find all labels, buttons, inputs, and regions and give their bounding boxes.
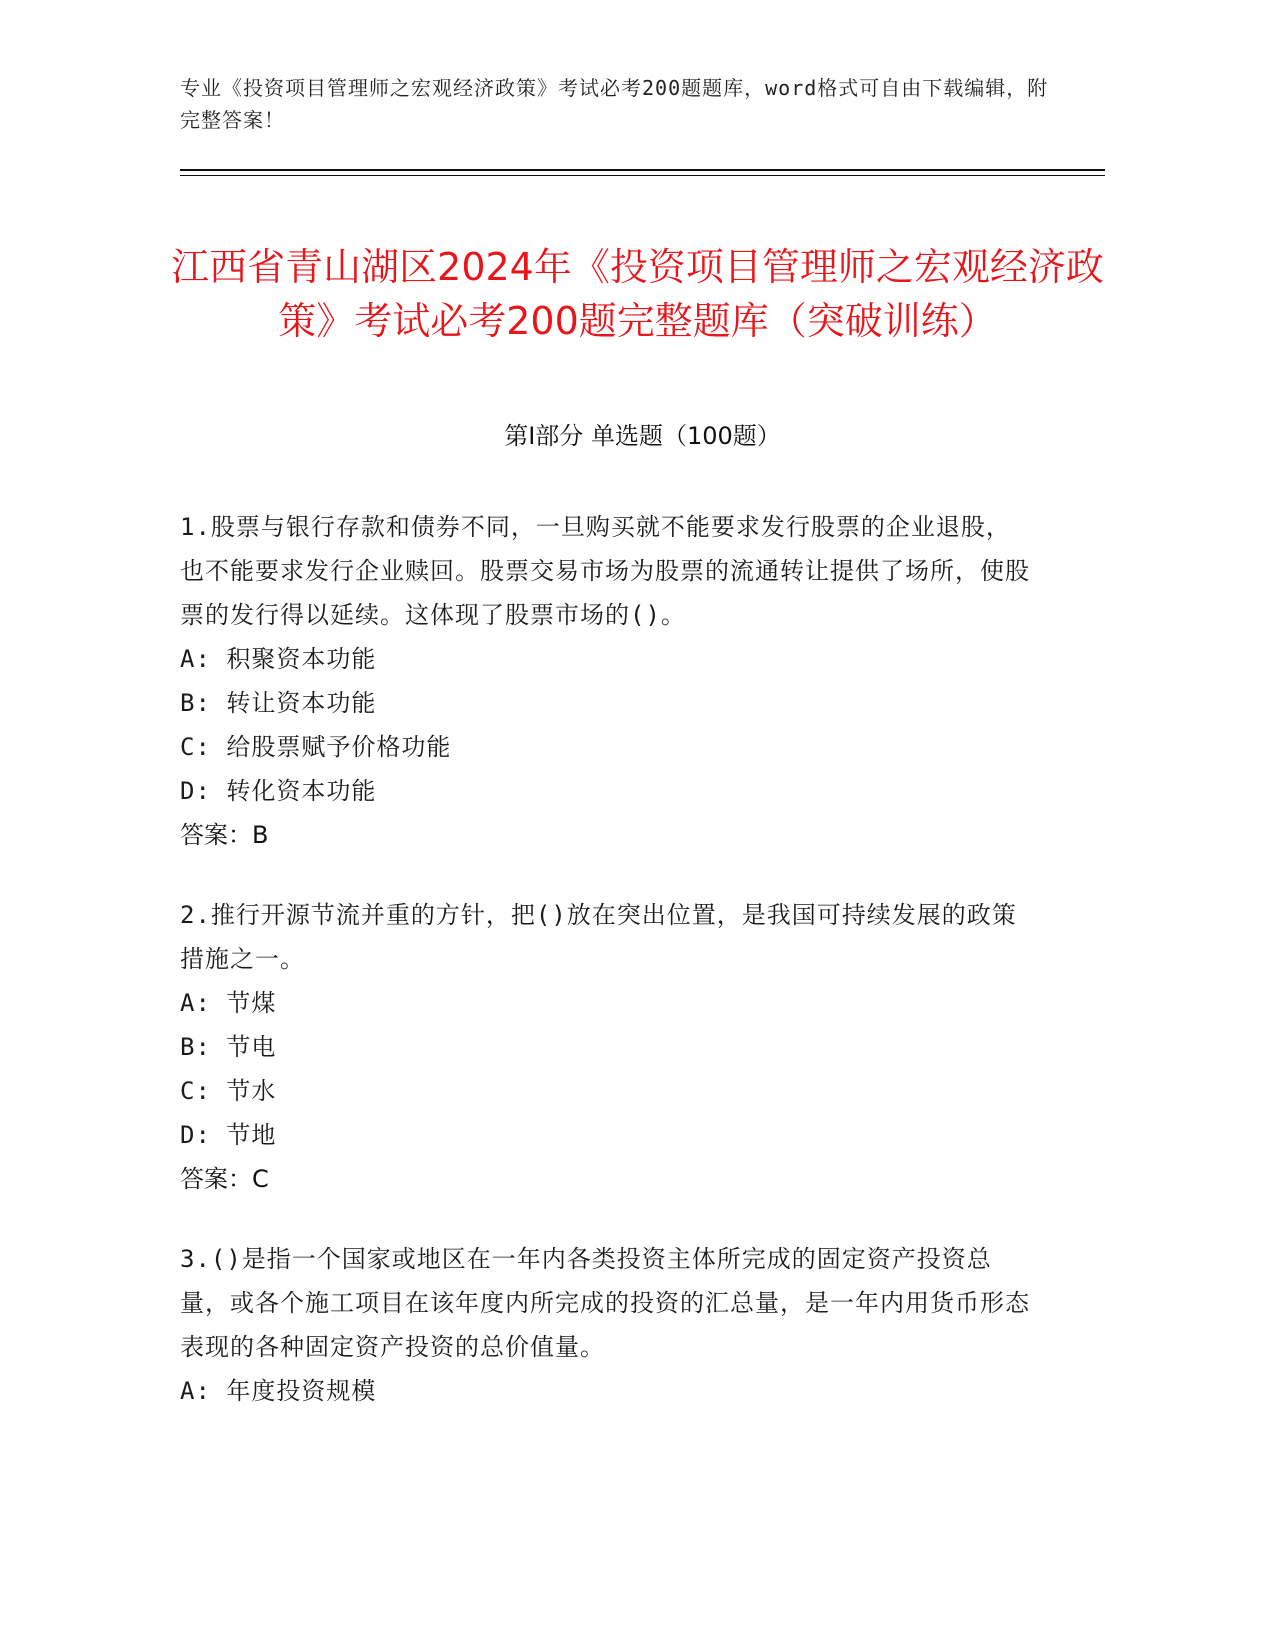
header-note: 专业《投资项目管理师之宏观经济政策》考试必考200题题库，word格式可自由下载编辑，附完整答案！ [180, 76, 1049, 132]
answer: 答案：B [180, 821, 269, 849]
header-divider-thick [180, 169, 1105, 171]
option-a: A: 年度投资规模 [180, 1377, 377, 1405]
document-title: 江西省青山湖区2024年《投资项目管理师之宏观经济政策》考试必考200题完整题库（突破训练） [171, 245, 1104, 344]
question-stem: 2.推行开源节流并重的方针，把()放在突出位置，是我国可持续发展的政策措施之一。 [180, 901, 1017, 973]
header-divider-thin [180, 175, 1105, 176]
question-1 [180, 505, 1030, 857]
question-3 [180, 1237, 1030, 1413]
option-d: D: 节地 [180, 1121, 277, 1149]
option-c: C: 节水 [180, 1077, 277, 1105]
option-a: A: 节煤 [180, 989, 277, 1017]
option-d: D: 转化资本功能 [180, 777, 377, 805]
option-b: B: 节电 [180, 1033, 277, 1061]
section-title: 第Ⅰ部分 单选题（100题） [504, 422, 781, 450]
answer: 答案：C [180, 1165, 269, 1193]
question-2 [180, 893, 1030, 1201]
question-stem: 3.()是指一个国家或地区在一年内各类投资主体所完成的固定资产投资总量，或各个施工项目在该年度内所完成的投资的汇总量，是一年内用货币形态表现的各种固定资产投资的总价值量。 [180, 1245, 1030, 1361]
option-c: C: 给股票赋予价格功能 [180, 733, 452, 761]
option-a: A: 积聚资本功能 [180, 645, 377, 673]
option-b: B: 转让资本功能 [180, 689, 377, 717]
question-list [180, 505, 1030, 1449]
question-stem: 1.股票与银行存款和债券不同，一旦购买就不能要求发行股票的企业退股，也不能要求发行企业赎回。股票交易市场为股票的流通转让提供了场所，使股票的发行得以延续。这体现了股票市场的()。 [180, 513, 1030, 629]
